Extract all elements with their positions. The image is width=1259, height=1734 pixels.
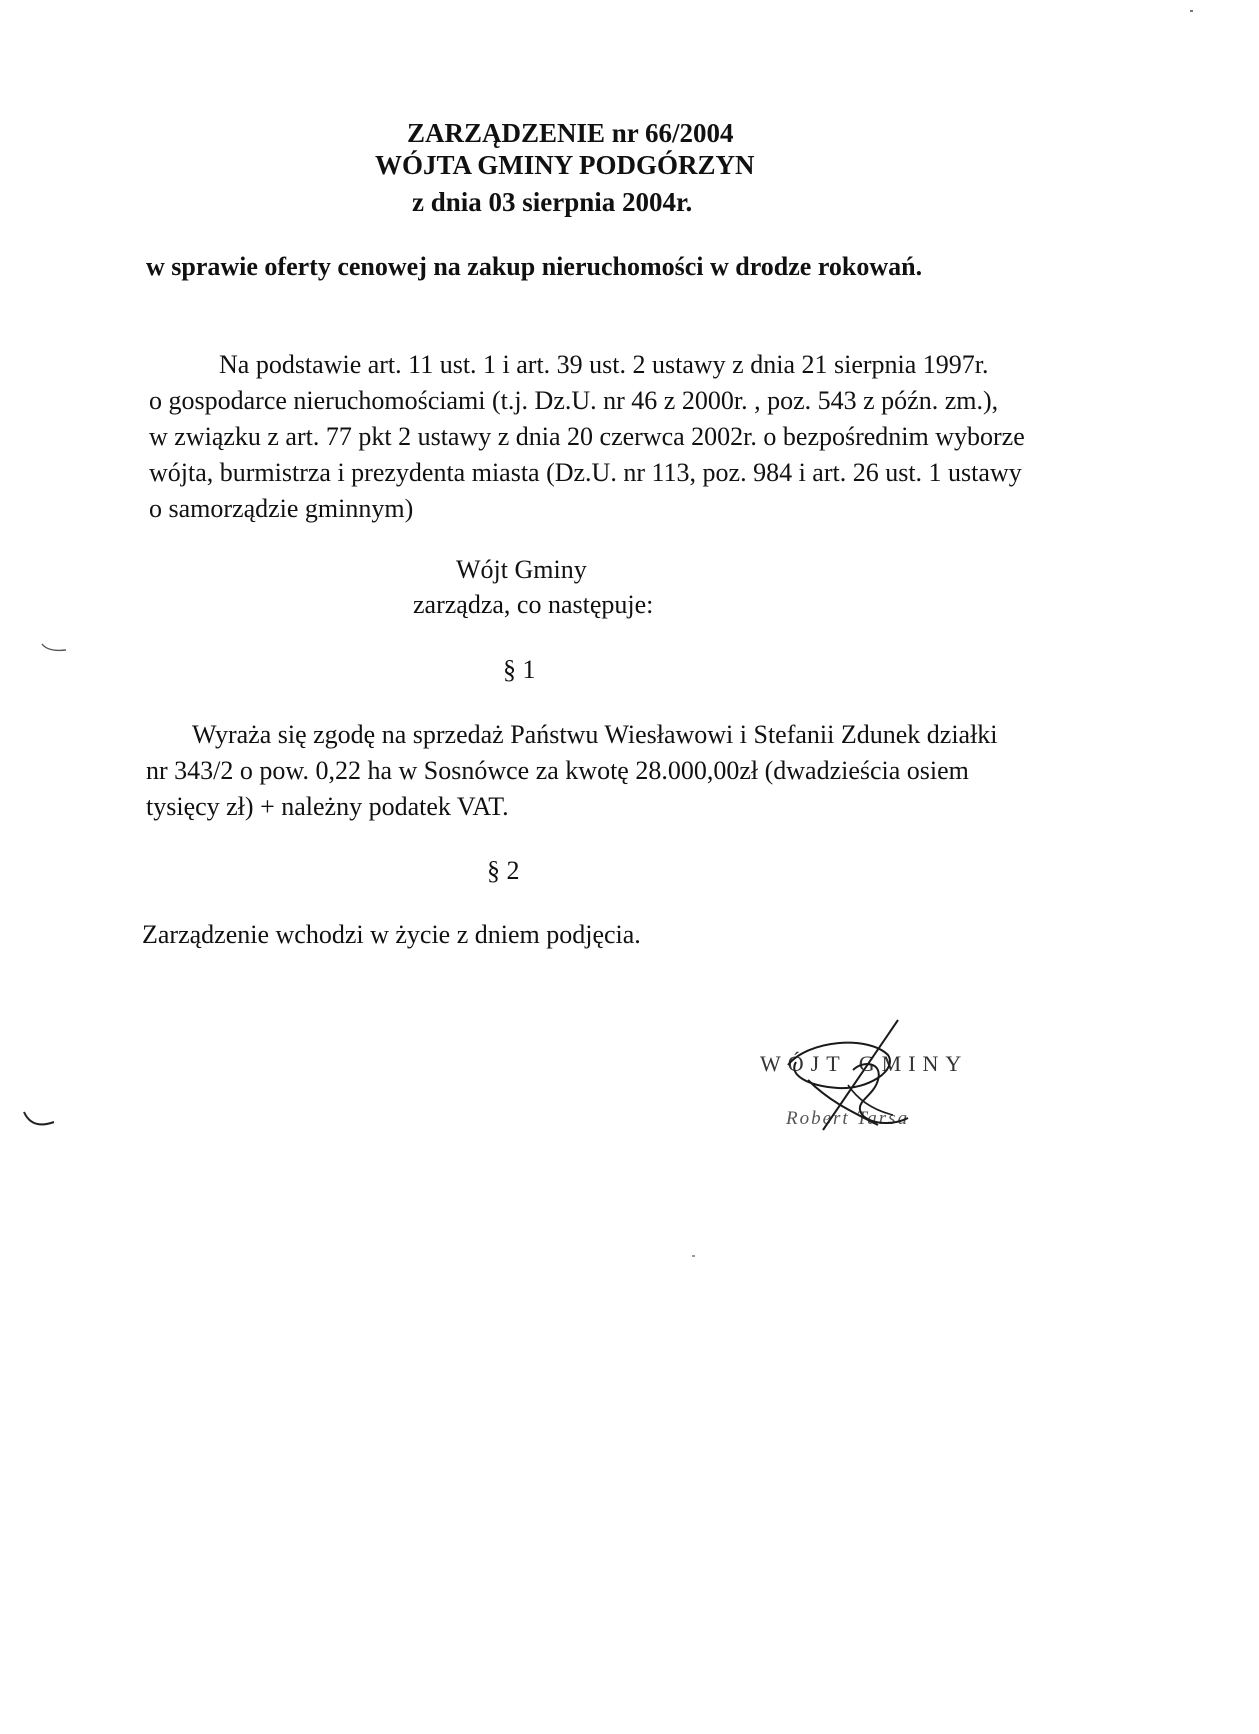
legal-basis-line: wójta, burmistrza i prezydenta miasta (Dz.U. nr 113, poz. 984 i art. 26 ust. 1 ustawy [149, 458, 1022, 487]
section-1-line: tysięcy zł) + należny podatek VAT. [146, 792, 509, 821]
scan-mark [40, 642, 70, 656]
section-1-line: Wyraża się zgodę na sprzedaż Państwu Wiesławowi i Stefanii Zdunek działki [192, 720, 998, 749]
document-date: z dnia 03 sierpnia 2004r. [412, 187, 693, 217]
scan-dot [692, 1255, 695, 1257]
stamp-title: WÓJT GMINY [760, 1051, 969, 1076]
authority-name: Wójt Gminy [456, 555, 587, 584]
handwritten-signature [748, 1010, 988, 1150]
section-2-text: Zarządzenie wchodzi w życie z dniem podjęcia. [142, 920, 641, 949]
issuing-authority: WÓJTA GMINY PODGÓRZYN [375, 150, 755, 180]
stamp-name: Robert Tarsa [786, 1108, 910, 1129]
document-title: ZARZĄDZENIE nr 66/2004 [407, 118, 734, 148]
section-1-line: nr 343/2 o pow. 0,22 ha w Sosnówce za kwotę 28.000,00zł (dwadzieścia osiem [146, 756, 969, 785]
section-2-heading: § 2 [487, 856, 520, 885]
legal-basis-line: o gospodarce nieruchomościami (t.j. Dz.U. nr 46 z 2000r. , poz. 543 z późn. zm.), [149, 386, 999, 415]
scan-dot [1190, 10, 1193, 12]
scan-mark [22, 1110, 58, 1134]
authority-decree: zarządza, co następuje: [413, 590, 654, 619]
document-subject: w sprawie oferty cenowej na zakup nieruchomości w drodze rokowań. [146, 252, 923, 281]
legal-basis-line: w związku z art. 77 pkt 2 ustawy z dnia 20 czerwca 2002r. o bezpośrednim wyborze [149, 422, 1025, 451]
section-1-heading: § 1 [503, 655, 536, 684]
legal-basis-line: Na podstawie art. 11 ust. 1 i art. 39 ust. 2 ustawy z dnia 21 sierpnia 1997r. [219, 350, 989, 379]
legal-basis-line: o samorządzie gminnym) [149, 494, 414, 523]
